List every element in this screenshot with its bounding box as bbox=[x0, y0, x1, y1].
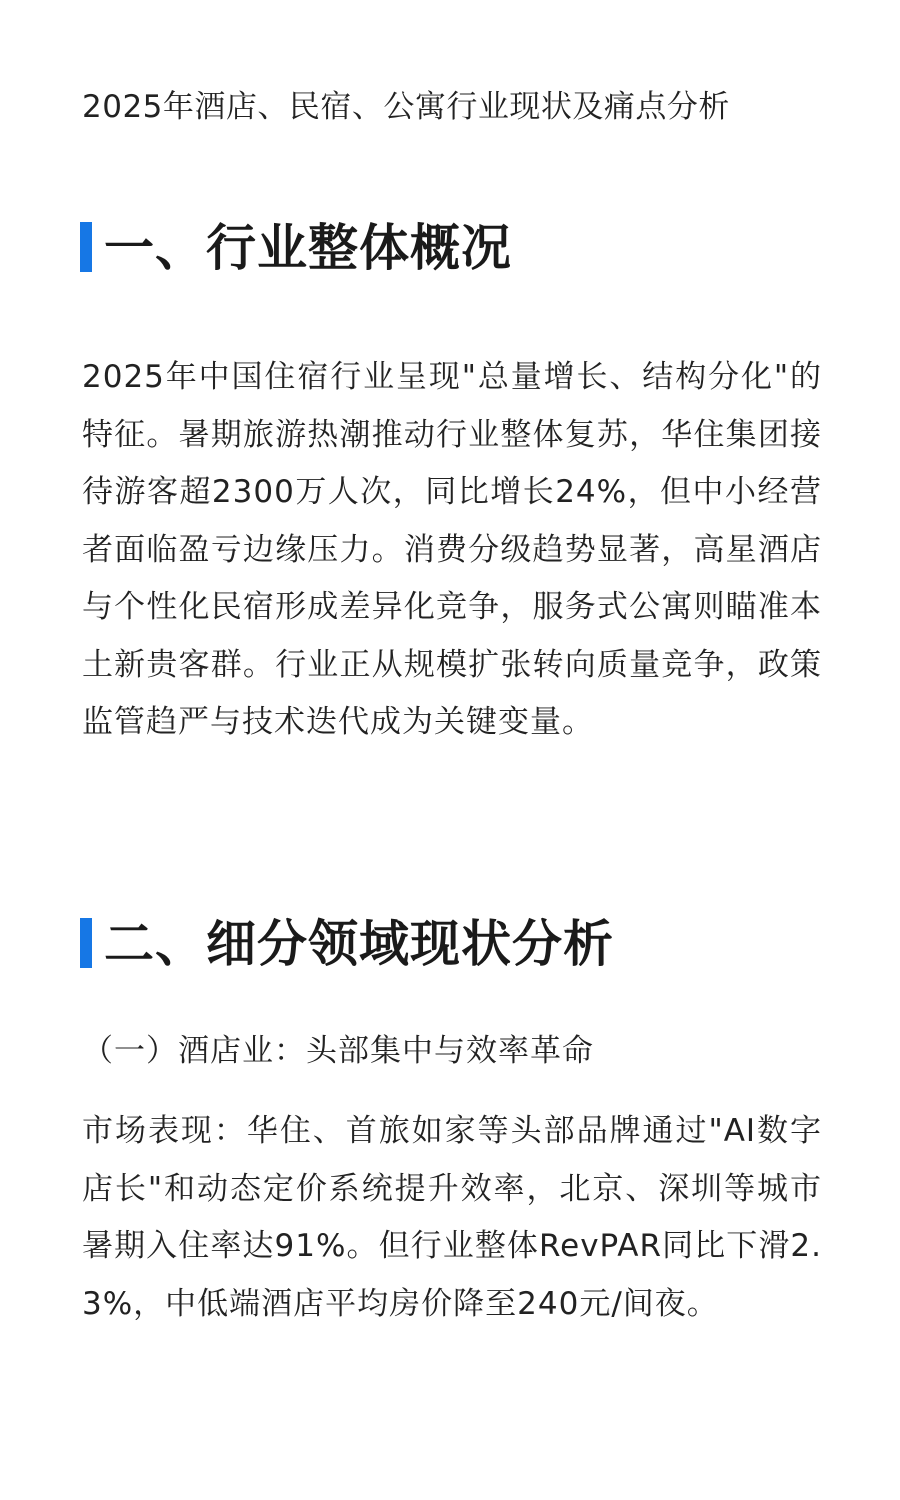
section-heading-text: 一、行业整体概况 bbox=[104, 219, 512, 277]
overview-paragraph: 2025年中国住宿行业呈现"总量增长、结构分化"的特征。暑期旅游热潮推动行业整体复苏，华住集团接待游客超2300万人次，同比增长24%，但中小经营者面临盈亏边缘压力。消费分级趋势显著，高星酒店与个性化民宿形成差异化竞争，服务式公寓则瞄准本土新贵客群。行业正从规模扩张转向质量竞争，政策监管趋严与技术迭代成为关键变量。 bbox=[82, 359, 822, 740]
section-heading-text: 二、细分领域现状分析 bbox=[104, 915, 614, 973]
heading-accent-bar bbox=[80, 222, 92, 272]
heading-accent-bar bbox=[80, 918, 92, 968]
subsection-heading-hotel: （一）酒店业：头部集中与效率革命 bbox=[82, 1033, 594, 1069]
section-heading-segments bbox=[80, 915, 840, 973]
section-heading-overview bbox=[80, 219, 840, 277]
hotel-paragraph: 市场表现：华住、首旅如家等头部品牌通过"AI数字店长"和动态定价系统提升效率，北京、深圳等城市暑期入住率达91%。但行业整体RevPAR同比下滑2.3%，中低端酒店平均房价降至240元/间夜。 bbox=[82, 1113, 822, 1322]
document-title: 2025年酒店、民宿、公寓行业现状及痛点分析 bbox=[82, 89, 730, 125]
